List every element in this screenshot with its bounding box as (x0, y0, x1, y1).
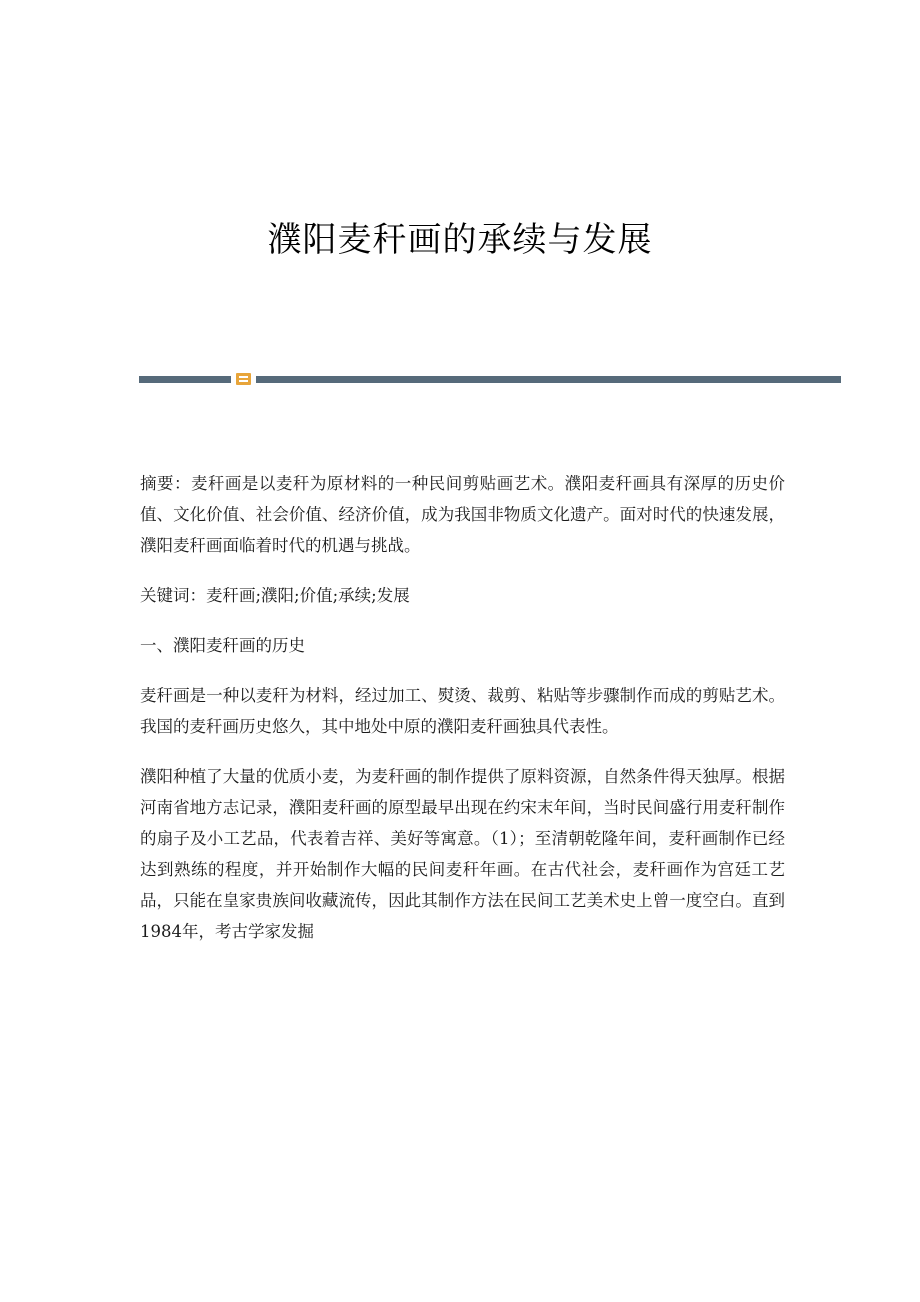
divider-left-segment (139, 376, 231, 383)
document-body (140, 468, 785, 966)
divider-badge-icon (236, 373, 251, 385)
section-heading: 一、濮阳麦秆画的历史 (140, 636, 305, 655)
body-paragraph: 濮阳种植了大量的优质小麦，为麦秆画的制作提供了原料资源，自然条件得天独厚。根据河南省地方志记录，濮阳麦秆画的原型最早出现在约宋末年间，当时民间盛行用麦秆制作的扇子及小工艺品，代表着吉祥、美好等寓意。（1）；至清朝乾隆年间，麦秆画制作已经达到熟练的程度，并开始制作大幅的民间麦秆年画。在古代社会，麦秆画作为宫廷工艺品，只能在皇家贵族间收藏流传，因此其制作方法在民间工艺美术史上曾一度空白。直到1984年，考古学家发掘 (140, 767, 785, 941)
keywords-paragraph: 关键词：麦秆画;濮阳;价值;承续;发展 (140, 586, 410, 605)
document-title: 濮阳麦秆画的承续与发展 (267, 220, 653, 260)
title-divider (139, 373, 841, 385)
body-paragraph: 麦秆画是一种以麦秆为材料，经过加工、熨烫、裁剪、粘贴等步骤制作而成的剪贴艺术。我国的麦秆画历史悠久，其中地处中原的濮阳麦秆画独具代表性。 (140, 686, 785, 736)
divider-right-segment (256, 376, 841, 383)
abstract-paragraph: 摘要：麦秆画是以麦秆为原材料的一种民间剪贴画艺术。濮阳麦秆画具有深厚的历史价值、文化价值、社会价值、经济价值，成为我国非物质文化遗产。面对时代的快速发展，濮阳麦秆画面临着时代的机遇与挑战。 (140, 474, 785, 555)
